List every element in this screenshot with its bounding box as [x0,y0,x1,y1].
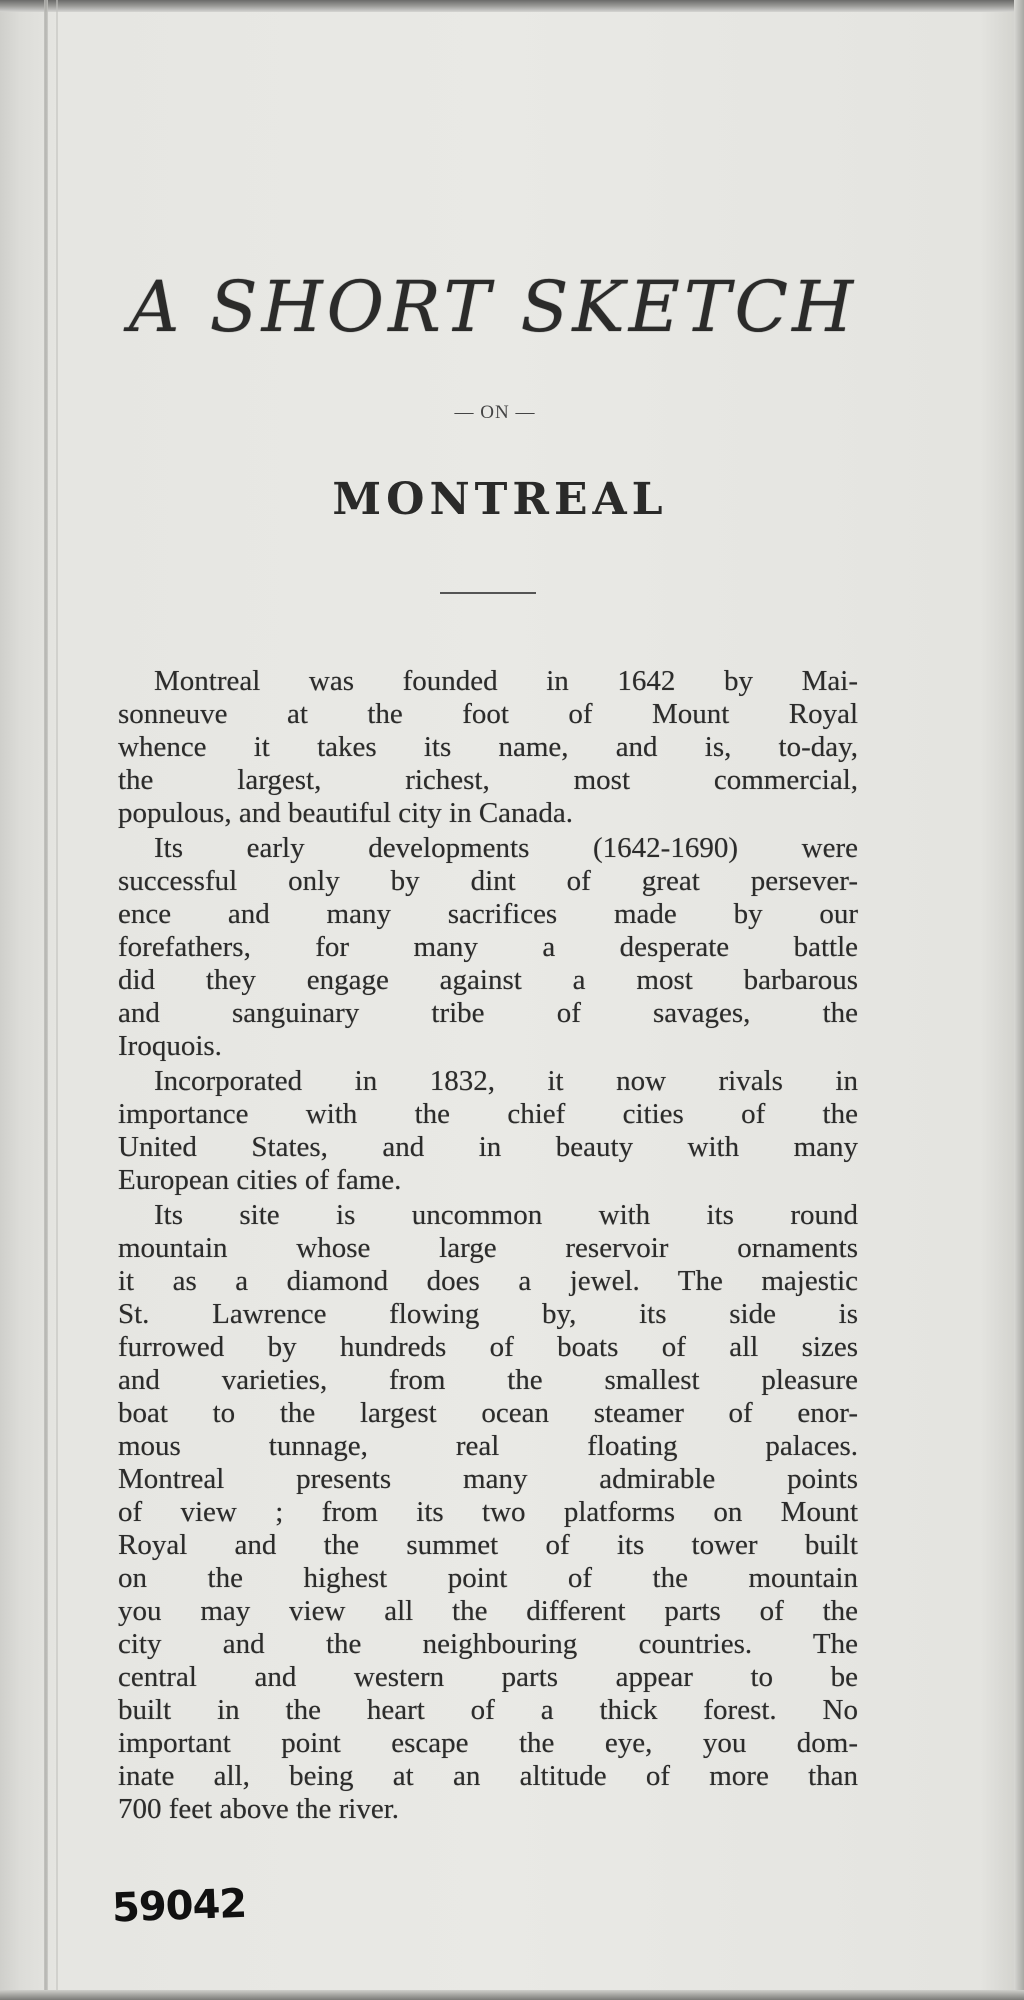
body-line: Montreal was founded in 1642 by Mai- [154,665,858,697]
body-line: you may view all the different parts of the [118,1595,858,1627]
body-line: European cities of fame. [118,1164,402,1196]
binding-fold-line [56,0,58,2000]
body-line: Its early developments (1642-1690) were [154,832,858,864]
body-line: forefathers, for many a desperate battle [118,931,858,963]
body-line: populous, and beautiful city in Canada. [118,797,574,829]
body-line: whence it takes its name, and is, to-day, [118,731,858,763]
page-bottom-edge [0,1990,1024,2000]
body-line: mous tunnage, real floating palaces. [118,1430,858,1462]
body-line: 700 feet above the river. [118,1793,400,1825]
body-line: and sanguinary tribe of savages, the [118,997,858,1029]
body-line: the largest, richest, most commercial, [118,764,858,796]
body-line: and varieties, from the smallest pleasure [118,1364,858,1396]
body-line: city and the neighbouring countries. The [118,1628,858,1660]
body-line: ence and many sacrifices made by our [118,898,858,930]
body-line: Iroquois. [118,1030,222,1062]
binding-fold [44,0,48,2000]
body-line: mountain whose large reservoir ornaments [118,1232,858,1264]
body-line: built in the heart of a thick forest. No [118,1694,858,1726]
body-line: Its site is uncommon with its round [154,1199,858,1231]
document-subject: MONTREAL [332,474,668,525]
body-text [118,665,858,1826]
title-rule [440,592,536,594]
body-line: boat to the largest ocean steamer of enor- [118,1397,858,1429]
body-line: Incorporated in 1832, it now rivals in [154,1065,858,1097]
body-line: importance with the chief cities of the [118,1098,858,1130]
page-right-edge [1014,0,1024,2000]
body-line: did they engage against a most barbarous [118,964,858,996]
body-line: St. Lawrence flowing by, its side is [118,1298,858,1330]
body-line: United States, and in beauty with many [118,1131,858,1163]
body-line: it as a diamond does a jewel. The majestic [118,1265,858,1297]
title-connector: — ON — [454,402,536,423]
body-line: inate all, being at an altitude of more than [118,1760,858,1792]
document-title: A SHORT SKETCH [128,266,858,348]
body-line: Royal and the summet of its tower built [118,1529,858,1561]
body-line: on the highest point of the mountain [118,1562,858,1594]
body-line: furrowed by hundreds of boats of all sizes [118,1331,858,1363]
page-top-edge [0,0,1024,12]
body-line: central and western parts appear to be [118,1661,858,1693]
body-line: important point escape the eye, you dom- [118,1727,858,1759]
body-line: of view ; from its two platforms on Mount [118,1496,858,1528]
body-line: sonneuve at the foot of Mount Royal [118,698,858,730]
inventory-number: 59042 [111,1880,247,1932]
body-line: successful only by dint of great persever- [118,865,858,897]
body-line: Montreal presents many admirable points [118,1463,858,1495]
